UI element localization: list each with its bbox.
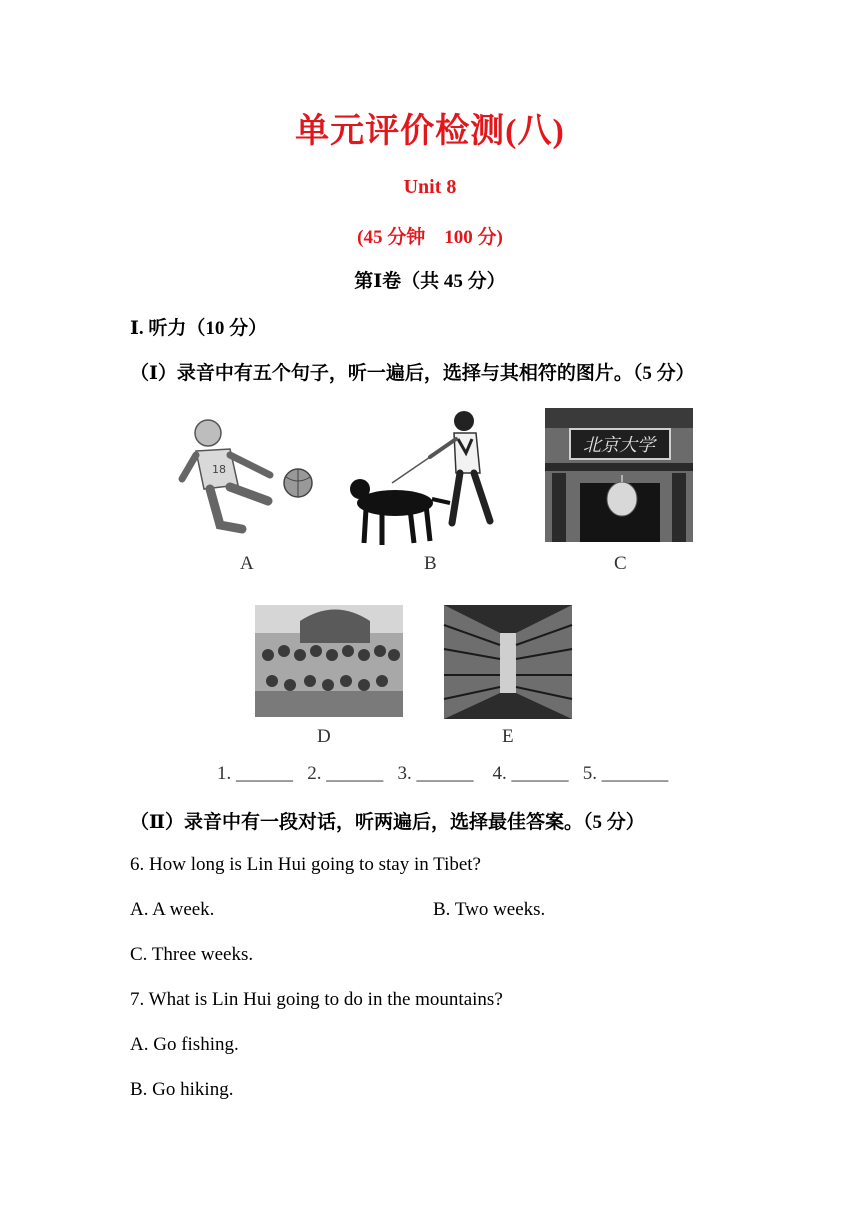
- image-label-d: D: [317, 726, 331, 747]
- question-6-option-c: C. Three weeks.: [130, 944, 254, 965]
- picture-matching-figure: [160, 393, 702, 795]
- question-6-option-a: A. A week.: [130, 899, 215, 920]
- part-heading: 第Ⅰ卷（共 45 分）: [354, 271, 506, 292]
- unit-label: Unit 8: [403, 176, 457, 198]
- page-title: 单元评价检测(八): [295, 113, 565, 150]
- image-label-c: C: [614, 553, 627, 574]
- question-7-option-b: B. Go hiking.: [130, 1079, 234, 1100]
- question-6: 6. How long is Lin Hui going to stay in Tibet?: [130, 854, 481, 875]
- question-7-option-a: A. Go fishing.: [130, 1034, 239, 1055]
- question-6-option-b: B. Two weeks.: [433, 899, 546, 920]
- answer-blanks: 1. ______ 2. ______ 3. ______ 4. ______ 5. _______: [217, 763, 669, 784]
- image-label-e: E: [502, 726, 514, 747]
- library-shelves-icon: [444, 605, 572, 719]
- dog-walking-icon: [350, 411, 490, 545]
- section-heading-listening: Ⅰ. 听力（10 分）: [130, 318, 268, 339]
- university-gate-icon: [545, 408, 693, 542]
- part1-instruction: （Ⅰ）录音中有五个句子，听一遍后，选择与其相符的图片。（5 分）: [130, 363, 695, 384]
- question-7: 7. What is Lin Hui going to do in the mountains?: [130, 989, 503, 1010]
- image-label-b: B: [424, 553, 437, 574]
- svg-text:18: 18: [212, 463, 226, 476]
- group-photo-icon: [255, 605, 403, 717]
- basketball-player-icon: [182, 420, 312, 529]
- svg-text:北京大学: 北京大学: [583, 435, 655, 456]
- image-label-a: A: [240, 553, 254, 574]
- part2-instruction: （Ⅱ）录音中有一段对话，听两遍后，选择最佳答案。（5 分）: [130, 812, 645, 833]
- time-score-info: (45 分钟 100 分): [357, 227, 503, 248]
